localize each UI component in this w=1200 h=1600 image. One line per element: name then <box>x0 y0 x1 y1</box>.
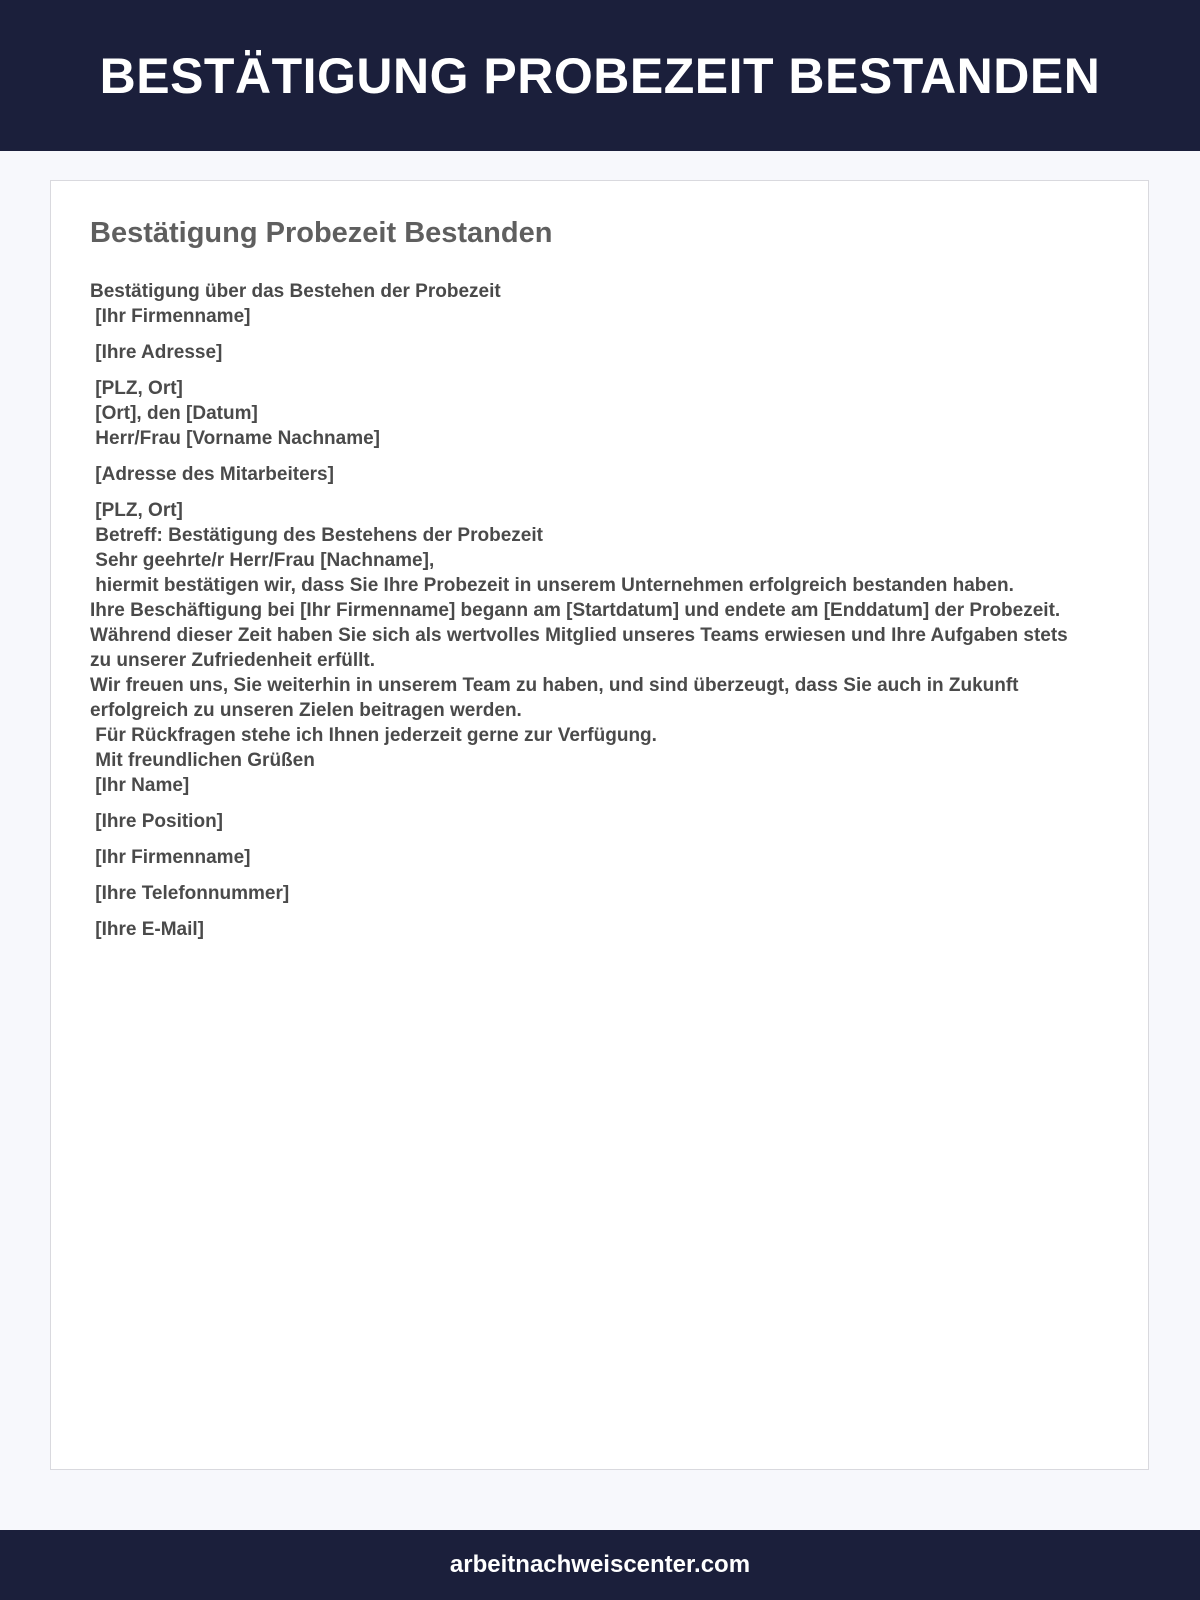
footer-site-link[interactable]: arbeitnachweiscenter.com <box>449 1551 751 1578</box>
letter-paragraph-employment: Ihre Beschäftigung bei [Ihr Firmenname] begann am [Startdatum] und endete am [Enddatum] der Probezeit. Während dieser Zeit haben Sie sich als wertvolles Mitglied unseres Teams erwiesen und Ihre Aufgaben stets zu unserer Zufriedenheit erfüllt. <box>90 600 1074 671</box>
letter-line-questions: Für Rückfragen stehe ich Ihnen jederzeit gerne zur Verfügung. <box>90 725 657 746</box>
letter-line-recipient: Herr/Frau [Vorname Nachname] <box>90 428 381 449</box>
letter-line-recipient-address: [Adresse des Mitarbeiters] <box>90 464 334 485</box>
letter-line-subject: Betreff: Bestätigung des Bestehens der Probezeit <box>90 525 543 546</box>
letter-line-confirmation: hiermit bestätigen wir, dass Sie Ihre Probezeit in unserem Unternehmen erfolgreich bestanden haben. <box>90 575 1014 596</box>
letter-line-zip-city: [PLZ, Ort] <box>90 378 183 399</box>
letter-line-sender-name: [Ihr Name] <box>90 775 190 796</box>
letter-line-sender-email: [Ihre E-Mail] <box>90 919 205 940</box>
page-footer <box>0 1530 1200 1600</box>
letter-line-sender-position: [Ihre Position] <box>90 811 224 832</box>
document-card <box>50 180 1149 1470</box>
letter-line-place-date: [Ort], den [Datum] <box>90 403 258 424</box>
header-title: BESTÄTIGUNG PROBEZEIT BESTANDEN <box>99 47 1101 104</box>
letter-line-company: [Ihr Firmenname] <box>90 306 251 327</box>
letter-line-sender-company: [Ihr Firmenname] <box>90 847 251 868</box>
letter-line-address: [Ihre Adresse] <box>90 342 223 363</box>
letter-line-recipient-zip-city: [PLZ, Ort] <box>90 500 183 521</box>
page-header <box>0 0 1200 151</box>
letter-body <box>90 279 1090 942</box>
document-title: Bestätigung Probezeit Bestanden <box>90 217 553 249</box>
letter-line-heading: Bestätigung über das Bestehen der Probezeit <box>90 281 501 302</box>
letter-line-sender-phone: [Ihre Telefonnummer] <box>90 883 290 904</box>
letter-line-closing: Mit freundlichen Grüßen <box>90 750 315 771</box>
letter-line-salutation: Sehr geehrte/r Herr/Frau [Nachname], <box>90 550 435 571</box>
letter-paragraph-future: Wir freuen uns, Sie weiterhin in unserem Team zu haben, und sind überzeugt, dass Sie auch in Zukunft erfolgreich zu unseren Zielen beitragen werden. <box>90 675 1024 721</box>
